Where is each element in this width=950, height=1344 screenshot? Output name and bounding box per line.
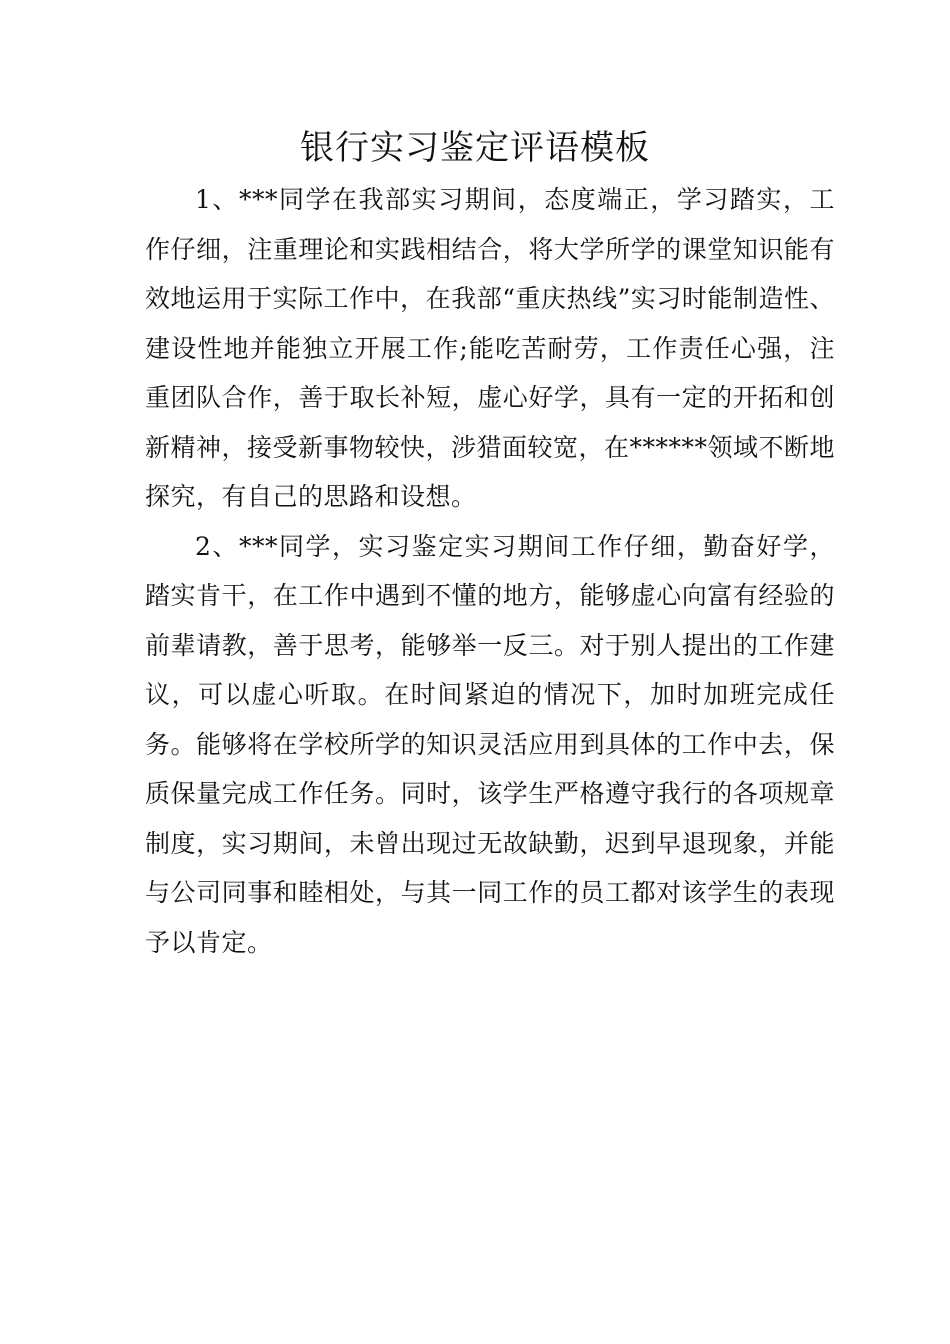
- document-title: 银行实习鉴定评语模板: [300, 128, 650, 168]
- paragraph-1: 1、***同学在我部实习期间，态度端正，学习踏实，工作仔细，注重理论和实践相结合，将大学所学的课堂知识能有效地运用于实际工作中，在我部“重庆热线”实习时能制造性、建设性地并能独立开展工作;能吃苦耐劳，工作责任心强，注重团队合作，善于取长补短，虚心好学，具有一定的开拓和创新精神，接受新事物较快，涉猎面较宽，在******领域不断地探究，有自己的思路和设想。: [145, 185, 836, 511]
- document-body: [145, 175, 835, 967]
- paragraph-2: 2、***同学，实习鉴定实习期间工作仔细，勤奋好学，踏实肯干，在工作中遇到不懂的地方，能够虚心向富有经验的前辈请教，善于思考，能够举一反三。对于别人提出的工作建议，可以虚心听取。在时间紧迫的情况下，加时加班完成任务。能够将在学校所学的知识灵活应用到具体的工作中去，保质保量完成工作任务。同时，该学生严格遵守我行的各项规章制度，实习期间，未曾出现过无故缺勤，迟到早退现象，并能与公司同事和睦相处，与其一同工作的员工都对该学生的表现予以肯定。: [145, 531, 835, 957]
